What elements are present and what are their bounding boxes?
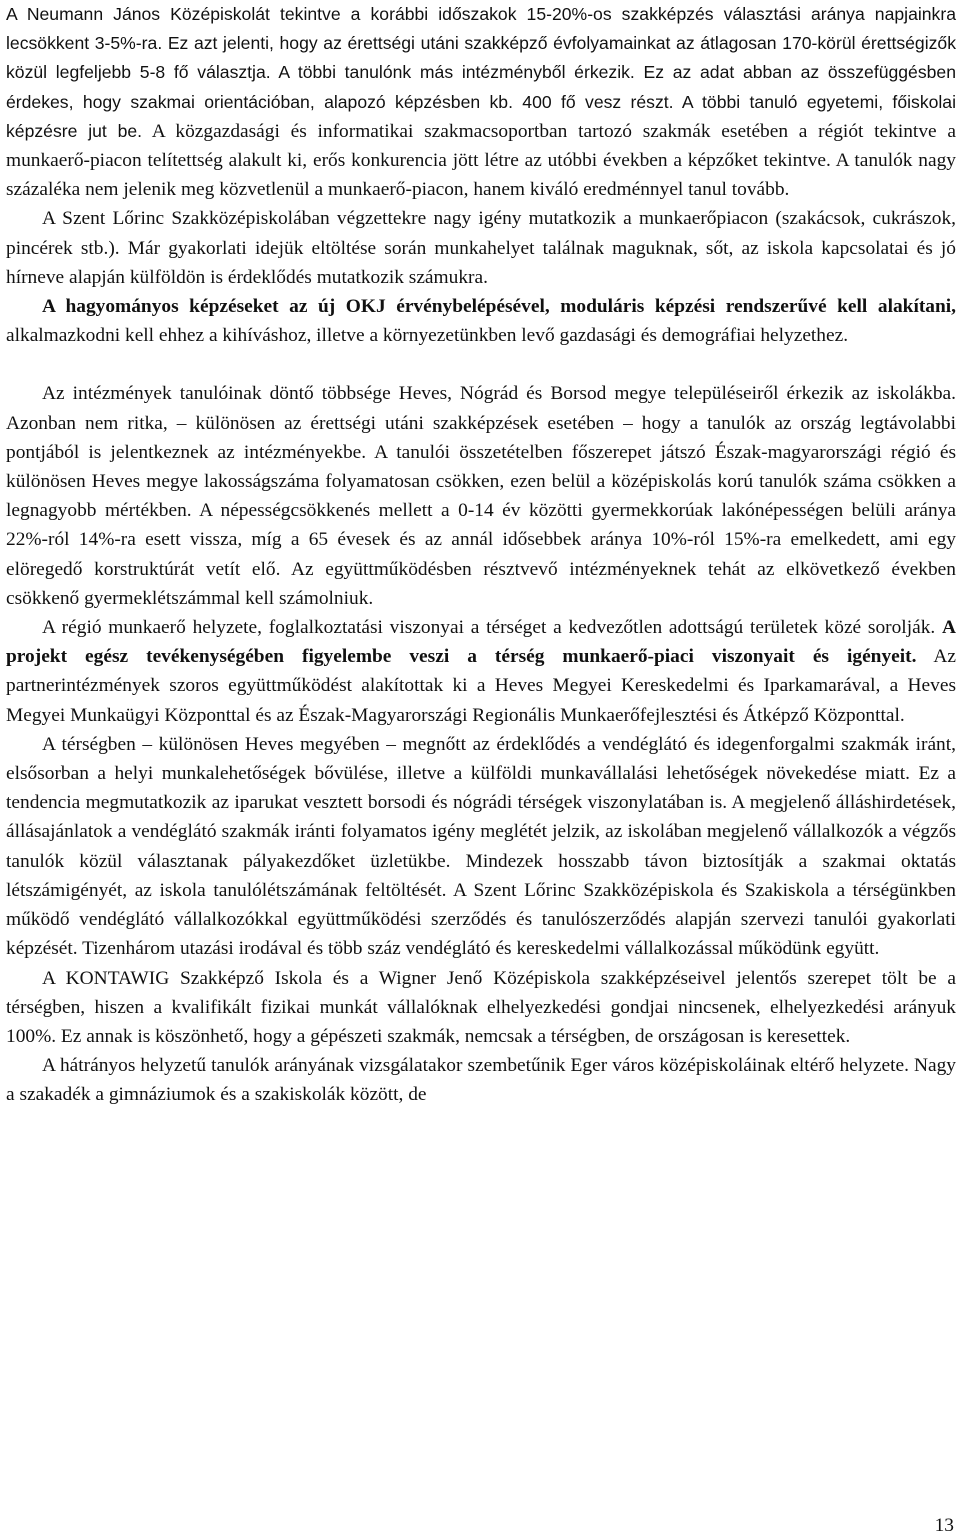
paragraph-tersegben: A térségben – különösen Heves megyében – megnőtt az érdeklődés a vendéglátó és idegenforgalmi szakmák iránt, elsősorban a helyi munkalehetőségek bővülése, illetve a külföldi munkavállalási lehetőségek növekedése miatt. Ez a tendencia megmutatkozik az iparukat vesztett borsodi és nógrádi térségek viszonylatában is. A megjelenő álláshirdetések, állásajánlatok a vendéglátó szakmák iránti folyamatos igény meglétét jelzik, az iskolában megjelenő vállalkozók a végzős tanulók közül választanak pályakezdőket üzletükbe. Mindezek hosszabb távon biztosítják a szakmai oktatás létszámigényét, az iskola tanulólétszámának feltöltését. A Szent Lőrinc Szakközépiskola és Szakiskola a térségünkben működő vendéglátó vállalkozókkal együttműködési szerződés és tanulószerződés alapján szervezi tanulói gyakorlati képzését. Tizenhárom utazási irodával és több száz vendéglátó és kereskedelmi vállalkozással működünk együtt. [6,733,956,960]
paragraph-hatranyos: A hátrányos helyzetű tanulók arányának vizsgálatakor szembetűnik Eger város középiskoláinak eltérő helyzete. Nagy a szakadék a gimnáziumok és a szakiskolák között, de [6,1055,956,1106]
paragraph-regio-rest: Az partnerintézmények szoros együttműködést alakítottak ki a Heves Megyei Kereskedelmi és Iparkamarával, a Heves Megyei Munkaügyi Központtal és az Észak-Magyarországi Regionális Munkaerőfejlesztési és Átképző Központtal. [6,646,956,726]
paragraph-okj-rest: alkalmazkodni kell ehhez a kihíváshoz, illetve a környezetünkben levő gazdasági és demográfiai helyzethez. [6,325,849,347]
paragraph-okj-bold: A hagyományos képzéseket az új OKJ érvénybelépésével, moduláris képzési rendszerűvé kell alakítani, [42,296,956,318]
paragraph-neumann-sans-part: A Neumann János Középiskolát tekintve a korábbi időszakok 15-20%-os szakképzés választási aránya napjainkra lecsökkent 3-5%-ra. Ez azt jelenti, hogy az érettségi utáni szakképző évfolyamainkat az átlagosan 170-körül érettségizők közül legfeljebb 5-8 fő választja. A többi tanulónk más intézményből érkezik. Ez az adat abban az összefüggésben érdekes, hogy szakmai orientációban, alapozó képzésben kb. 400 fő vesz részt. A többi tanuló egyetemi, főiskolai képzésre jut be. [6,4,956,141]
paragraph-regio-bold: A projekt egész tevékenységében figyelembe veszi a térség munkaerő-piaci viszonyait és igényeit. [6,617,956,668]
paragraph-kontawig: A KONTAWIG Szakképző Iskola és a Wigner Jenő Középiskola szakképzéseivel jelentős szerepet tölt be a térségben, hiszen a kvalifikált fizikai munkát vállalóknak elhelyezkedési gondjai nincsenek, elhelyezkedési arányuk 100%. Ez annak is köszönhető, hogy a gépészeti szakmák, nemcsak a térségben, de országosan is keresettek. [6,967,956,1047]
paragraph-regio-start: A régió munkaerő helyzete, foglalkoztatási viszonyai a térséget a kedvezőtlen adottságú területek közé sorolják. [42,617,942,639]
document-body [6,0,956,1110]
paragraph-intezmenyek: Az intézmények tanulóinak döntő többsége Heves, Nógrád és Borsod megye településeiről érkezik az iskolákba. Azonban nem ritka, – különösen az érettségi utáni szakképzések esetében – hogy a tanulók az ország legtávolabbi pontjából is jelentkeznek az intézményekbe. A tanulói összetételben főszerepet játszó Észak-magyarországi régió és különösen Heves megye lakosságszáma folyamatosan csökken, ezen belül a középiskolás korú tanulók száma csökken a legnagyobb mértékben. A népességcsökkenés mellett a 0-14 év közötti gyermekkorúak lakónépességen belüli aránya 22%-ról 14%-ra esett vissza, míg a 65 évesek és az annál idősebbek aránya 10%-ról 15%-ra emelkedett, ami egy elöregedő korstruktúrát vetít elő. Az együttműködésben résztvevő intézményeknek tehát az elkövetkező években csökkenő gyermeklétszámmal kell számolniuk. [6,383,956,609]
paragraph-neumann [6,0,956,204]
paragraph-gap [6,350,956,379]
page-number: 13 [934,1515,954,1536]
paragraph-szent-lorinc: A Szent Lőrinc Szakközépiskolában végzettekre nagy igény mutatkozik a munkaerőpiacon (szakácsok, cukrászok, pincérek stb.). Már gyakorlati idejük eltöltése során munkahelyet találnak maguknak, sőt, az iskola kapcsolatai és jó hírneve alapján külföldön is érdeklődés mutatkozik számukra. [6,208,956,288]
paragraph-neumann-serif-part: A közgazdasági és informatikai szakmacsoportban tartozó szakmák esetében a régiót tekintve a munkaerő-piacon telítettség alakult ki, erős konkurencia jött létre az utóbbi években a képzőket tekintve. A tanulók nagy százaléka nem jelenik meg közvetlenül a munkaerő-piacon, hanem kiváló eredménnyel tanul tovább. [6,120,956,201]
paragraph-okj [6,292,956,350]
paragraph-regio [6,613,956,730]
